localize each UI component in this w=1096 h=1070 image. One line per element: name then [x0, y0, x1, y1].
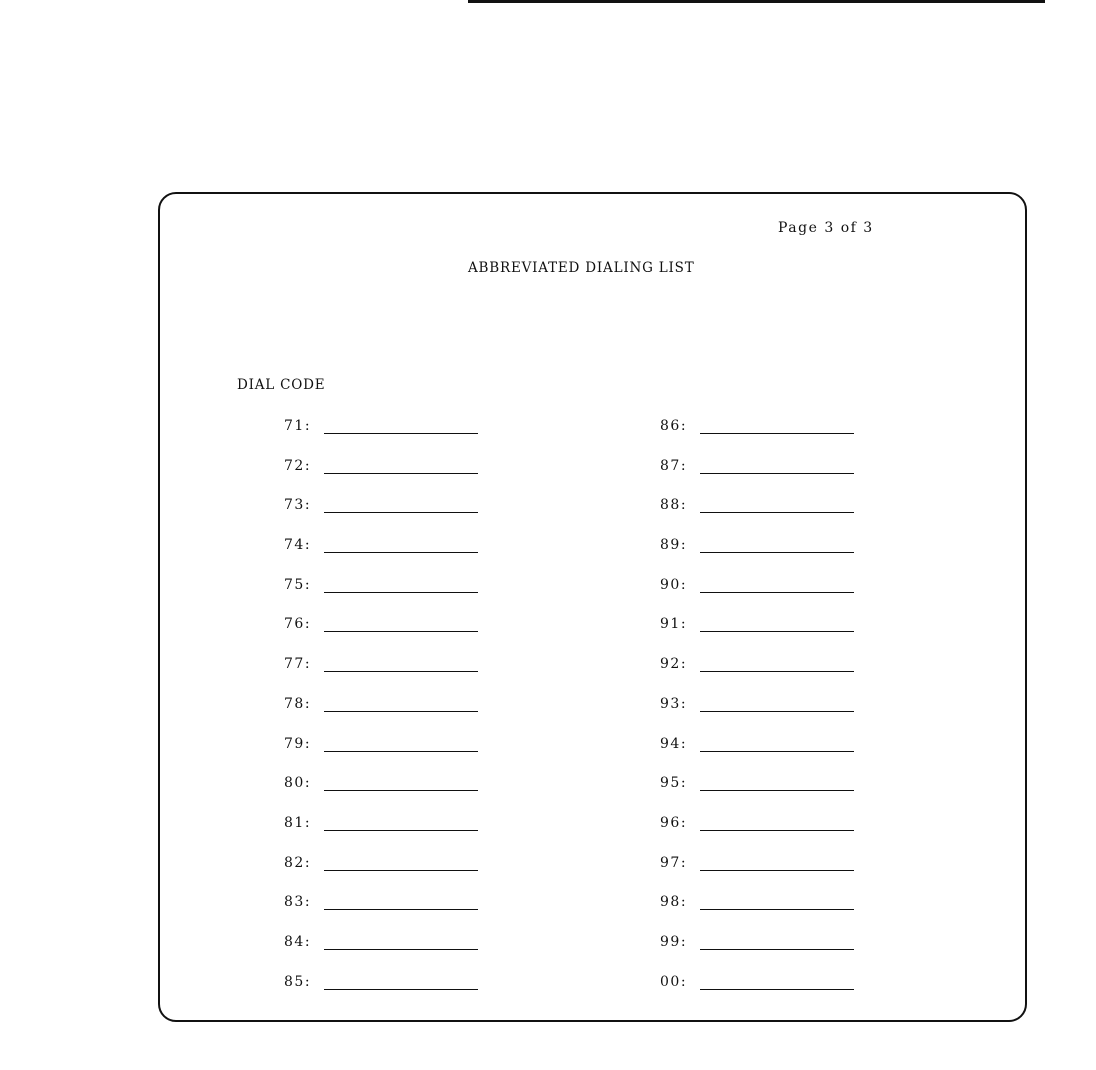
- dial-code-row: [660, 773, 854, 813]
- dial-code-blank-line[interactable]: [700, 535, 854, 553]
- dial-code-row: [284, 694, 478, 734]
- dial-code-blank-line[interactable]: [700, 575, 854, 593]
- dial-code-blank-line[interactable]: [324, 734, 478, 752]
- dial-code-row: [660, 614, 854, 654]
- dial-code-row: [660, 892, 854, 932]
- dial-code-label: 72:: [284, 457, 312, 474]
- dial-code-label: 79:: [284, 735, 312, 752]
- dial-code-label: 78:: [284, 695, 312, 712]
- dial-code-blank-line[interactable]: [700, 813, 854, 831]
- dial-code-label: 84:: [284, 933, 312, 950]
- dial-code-label: 87:: [660, 457, 688, 474]
- dial-code-label: 97:: [660, 854, 688, 871]
- dial-code-heading: DIAL CODE: [237, 377, 326, 393]
- dial-code-label: 81:: [284, 814, 312, 831]
- dial-code-label: 83:: [284, 894, 312, 911]
- dial-code-label: 73:: [284, 497, 312, 514]
- dial-code-column-left: [284, 416, 478, 1011]
- dial-code-blank-line[interactable]: [700, 495, 854, 513]
- dial-code-blank-line[interactable]: [700, 734, 854, 752]
- dial-code-row: [660, 972, 854, 1012]
- dial-code-row: [660, 456, 854, 496]
- dial-code-row: [284, 575, 478, 615]
- dial-code-row: [284, 456, 478, 496]
- dial-code-row: [660, 734, 854, 774]
- dial-code-row: [284, 853, 478, 893]
- dial-code-blank-line[interactable]: [324, 932, 478, 950]
- dial-code-row: [284, 535, 478, 575]
- dial-code-label: 75:: [284, 576, 312, 593]
- dial-code-row: [284, 654, 478, 694]
- dial-code-label: 93:: [660, 695, 688, 712]
- dial-code-label: 94:: [660, 735, 688, 752]
- dial-code-blank-line[interactable]: [324, 773, 478, 791]
- dial-code-label: 89:: [660, 537, 688, 554]
- dial-code-row: [660, 694, 854, 734]
- dial-code-row: [284, 495, 478, 535]
- dial-code-column-right: [660, 416, 854, 1011]
- dial-code-blank-line[interactable]: [700, 932, 854, 950]
- dial-code-blank-line[interactable]: [700, 694, 854, 712]
- dial-code-blank-line[interactable]: [324, 853, 478, 871]
- dial-code-row: [284, 614, 478, 654]
- dial-code-label: 71:: [284, 418, 312, 434]
- dial-code-blank-line[interactable]: [324, 535, 478, 553]
- dial-code-label: 99:: [660, 933, 688, 950]
- dial-code-blank-line[interactable]: [324, 575, 478, 593]
- dial-code-blank-line[interactable]: [700, 654, 854, 672]
- dial-code-blank-line[interactable]: [324, 654, 478, 672]
- dial-code-row: [660, 575, 854, 615]
- dial-code-blank-line[interactable]: [700, 853, 854, 871]
- dial-code-blank-line[interactable]: [324, 972, 478, 990]
- dial-code-label: 92:: [660, 656, 688, 673]
- dial-code-row: [284, 892, 478, 932]
- dial-code-row: [284, 932, 478, 972]
- page-number: Page 3 of 3: [778, 220, 874, 236]
- dial-code-label: 91:: [660, 616, 688, 633]
- dial-code-label: 96:: [660, 814, 688, 831]
- dial-code-row: [284, 813, 478, 853]
- dial-code-label: 80:: [284, 775, 312, 792]
- dial-code-label: 74:: [284, 537, 312, 554]
- dial-code-row: [660, 813, 854, 853]
- dial-code-row: [284, 773, 478, 813]
- dial-code-label: 98:: [660, 894, 688, 911]
- dial-code-row: [660, 495, 854, 535]
- dial-code-label: 86:: [660, 418, 688, 434]
- dial-code-row: [660, 853, 854, 893]
- top-rule: [468, 0, 1045, 3]
- dial-code-blank-line[interactable]: [324, 416, 478, 434]
- dial-code-row: [284, 972, 478, 1012]
- dial-code-label: 95:: [660, 775, 688, 792]
- form-title: ABBREVIATED DIALING LIST: [468, 260, 695, 276]
- dial-code-row: [284, 734, 478, 774]
- dial-code-row: [284, 416, 478, 456]
- dial-code-label: 00:: [660, 973, 688, 990]
- dial-code-blank-line[interactable]: [700, 972, 854, 990]
- dial-code-row: [660, 932, 854, 972]
- dial-code-label: 76:: [284, 616, 312, 633]
- dial-code-blank-line[interactable]: [324, 614, 478, 632]
- dial-code-blank-line[interactable]: [324, 892, 478, 910]
- dial-code-blank-line[interactable]: [700, 456, 854, 474]
- dial-code-blank-line[interactable]: [324, 813, 478, 831]
- dial-code-row: [660, 416, 854, 456]
- dial-code-label: 88:: [660, 497, 688, 514]
- dial-code-blank-line[interactable]: [324, 495, 478, 513]
- dial-code-row: [660, 535, 854, 575]
- dial-code-row: [660, 654, 854, 694]
- dial-code-blank-line[interactable]: [324, 694, 478, 712]
- dial-code-label: 77:: [284, 656, 312, 673]
- dial-code-blank-line[interactable]: [700, 614, 854, 632]
- dial-code-label: 82:: [284, 854, 312, 871]
- dial-code-blank-line[interactable]: [700, 892, 854, 910]
- dial-code-label: 85:: [284, 973, 312, 990]
- dial-code-blank-line[interactable]: [700, 773, 854, 791]
- dial-code-label: 90:: [660, 576, 688, 593]
- dial-code-blank-line[interactable]: [324, 456, 478, 474]
- dial-code-blank-line[interactable]: [700, 416, 854, 434]
